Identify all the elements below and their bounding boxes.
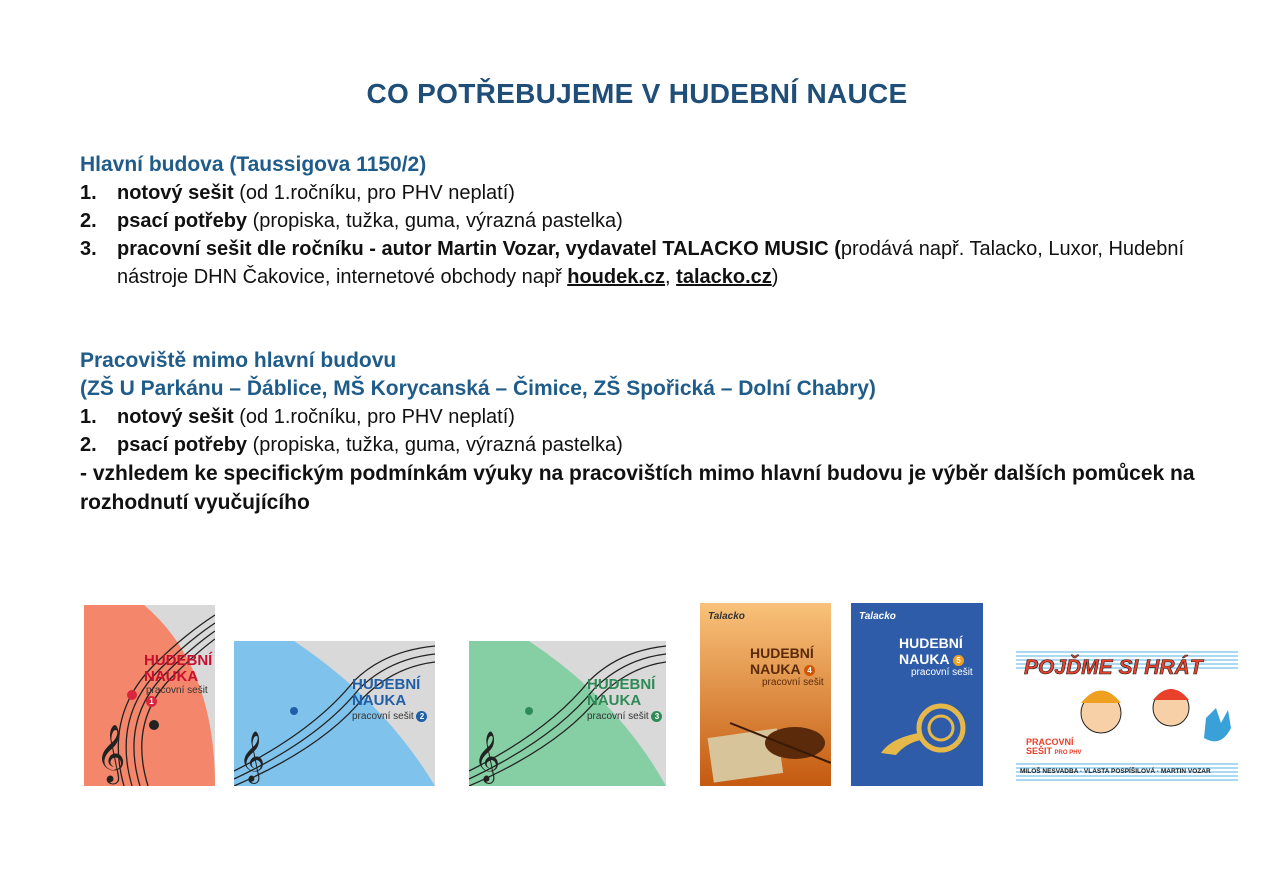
houdek-link[interactable]: houdek.cz xyxy=(567,266,666,288)
talacko-link[interactable]: talacko.cz xyxy=(676,266,772,288)
svg-text:𝄞: 𝄞 xyxy=(474,732,501,781)
list-item xyxy=(80,403,1200,431)
item-number: 3. xyxy=(80,238,97,260)
branches-subheading: (ZŠ U Parkánu – Ďáblice, MŠ Korycanská – Čimice, ZŠ Spořická – Dolní Chabry) xyxy=(80,377,876,400)
item-number: 1. xyxy=(80,406,97,428)
book-6-title: POJĎME SI HRÁT xyxy=(1024,656,1203,679)
item-text: psací potřeby (propiska, tužka, guma, výrazná pastelka) xyxy=(117,434,623,456)
branches-heading: Pracoviště mimo hlavní budovu xyxy=(80,349,397,372)
book-6-authors: MILOŠ NESVADBA · VLASTA POSPÍŠILOVÁ · MARTIN VOZAR xyxy=(1020,768,1211,775)
item-number: 1. xyxy=(80,182,97,204)
svg-text:𝄞: 𝄞 xyxy=(239,732,266,781)
book-6-subtitle: PRACOVNÍ SEŠIT PRO PHV xyxy=(1026,737,1082,756)
branches-note: - vzhledem ke specifickým podmínkám výuky na pracovištích mimo hlavní budovu je výběr dalších pomůcek na rozhodnutí vyučujícího xyxy=(80,462,1195,514)
svg-text:𝄞: 𝄞 xyxy=(96,725,126,781)
item-text: notový sešit (od 1.ročníku, pro PHV neplatí) xyxy=(117,406,515,428)
book-cover-3: 𝄞 HUDEBNÍ NAUKA pracovní sešit 3 xyxy=(469,641,666,786)
item-number: 2. xyxy=(80,434,97,456)
item-text: notový sešit (od 1.ročníku, pro PHV neplatí) xyxy=(117,182,515,204)
list-item xyxy=(80,235,1200,291)
book-cover-4: Talacko HUDEBNÍ NAUKA 4 pracovní sešit xyxy=(700,603,831,786)
main-building-heading: Hlavní budova (Taussigova 1150/2) xyxy=(80,153,427,176)
list-item xyxy=(80,207,1200,235)
list-item xyxy=(80,431,1200,459)
main-building-section xyxy=(80,151,1200,291)
book-cover-6 xyxy=(1016,648,1238,781)
book-cover-5: Talacko HUDEBNÍ NAUKA 5 pracovní sešit xyxy=(851,603,983,786)
publisher-logo: Talacko xyxy=(708,611,745,622)
book-cover-2: 𝄞 HUDEBNÍ NAUKA pracovní sešit 2 xyxy=(234,641,435,786)
publisher-logo: Talacko xyxy=(859,611,896,622)
item-text: pracovní sešit dle ročníku - autor Martin Vozar, vydavatel TALACKO MUSIC (prodává např. Talacko, Luxor, Hudební nástroje DHN Čakovice, internetové obchody např houdek.cz, talacko.cz) xyxy=(117,238,1185,288)
item-text: psací potřeby (propiska, tužka, guma, výrazná pastelka) xyxy=(117,210,623,232)
book-cover-1: 𝄞 HUDEBNÍ NAUKA pracovní sešit 1 xyxy=(84,605,215,786)
list-item xyxy=(80,179,1200,207)
item-number: 2. xyxy=(80,210,97,232)
horn-illustration xyxy=(851,603,983,786)
violin-illustration xyxy=(700,603,831,786)
page-title: CO POTŘEBUJEME V HUDEBNÍ NAUCE xyxy=(366,78,908,109)
branches-section xyxy=(80,347,1200,517)
